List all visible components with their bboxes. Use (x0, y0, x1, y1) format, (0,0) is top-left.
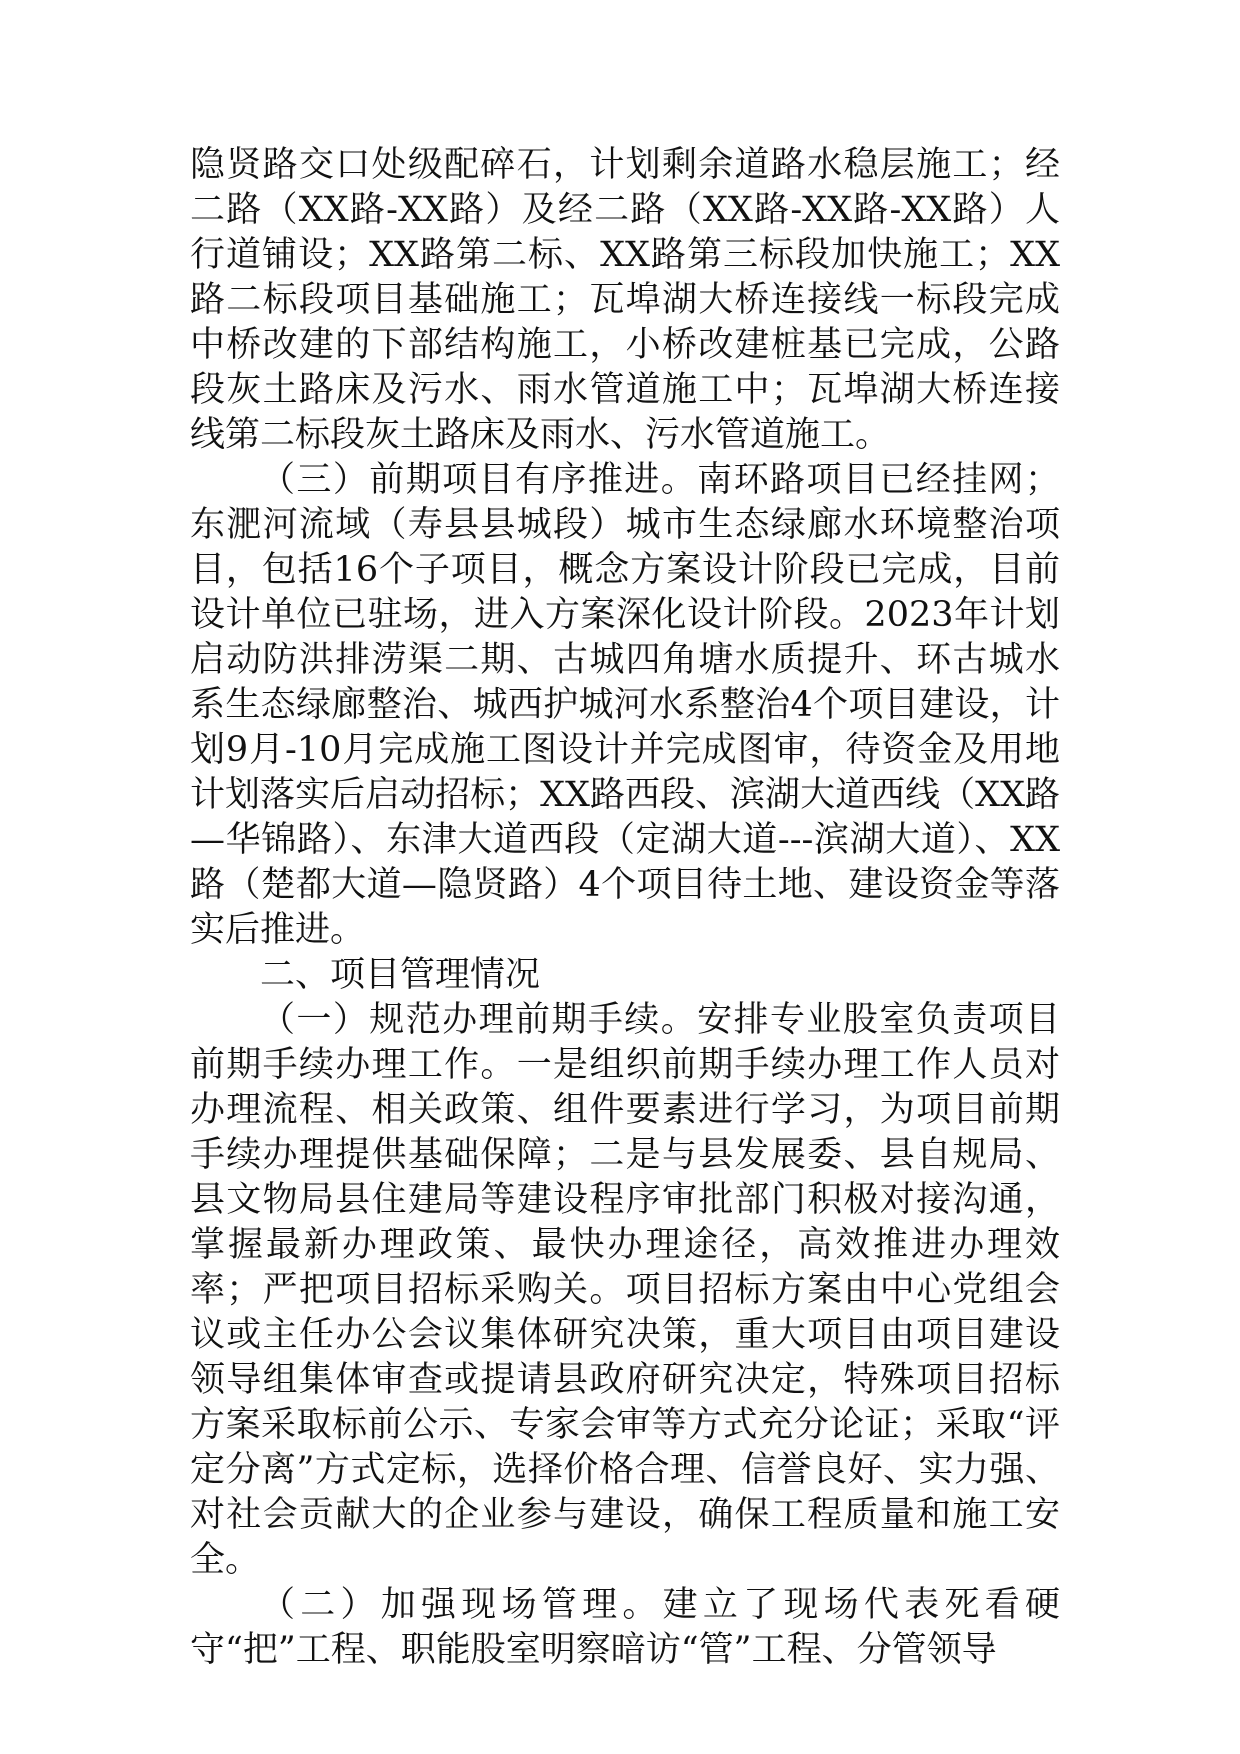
paragraph-road-construction: 隐贤路交口处级配碎石，计划剩余道路水稳层施工；经二路（XX路-XX路）及经二路（XX路-XX路-XX路）人行道铺设；XX路第二标、XX路第三标段加快施工；XX路二标段项目基础施工；瓦埠湖大桥连接线一标段完成中桥改建的下部结构施工，小桥改建桩基已完成，公路段灰土路床及污水、雨水管道施工中；瓦埠湖大桥连接线第二标段灰土路床及雨水、污水管道施工。 (190, 145, 1060, 455)
paragraph-preliminary-projects: （三）前期项目有序推进。南环路项目已经挂网；东淝河流域（寿县县城段）城市生态绿廊水环境整治项目，包括16个子项目，概念方案设计阶段已完成，目前设计单位已驻场，进入方案深化设计阶段。2023年计划启动防洪排涝渠二期、古城四角塘水质提升、环古城水系生态绿廊整治、城西护城河水系整治4个项目建设，计划9月-10月完成施工图设计并完成图审，待资金及用地计划落实后启动招标；XX路西段、滨湖大道西线（XX路—华锦路）、东津大道西段（定湖大道---滨湖大道）、XX路（楚都大道—隐贤路）4个项目待土地、建设资金等落实后推进。 (190, 460, 1060, 950)
paragraph-preliminary-procedures: （一）规范办理前期手续。安排专业股室负责项目前期手续办理工作。一是组织前期手续办理工作人员对办理流程、相关政策、组件要素进行学习，为项目前期手续办理提供基础保障；二是与县发展委、县自规局、县文物局县住建局等建设程序审批部门积极对接沟通，掌握最新办理政策、最快办理途径，高效推进办理效率；严把项目招标采购关。项目招标方案由中心党组会议或主任办公会议集体研究决策，重大项目由项目建设领导组集体审查或提请县政府研究决定，特殊项目招标方案采取标前公示、专家会审等方式充分论证；采取“评定分离”方式定标，选择价格合理、信誉良好、实力强、对社会贡献大的企业参与建设，确保工程质量和施工安全。 (190, 1000, 1060, 1580)
document-page (190, 143, 1060, 1673)
section-heading-project-management: 二、项目管理情况 (260, 955, 541, 995)
paragraph-site-management: （二）加强现场管理。建立了现场代表死看硬守“把”工程、职能股室明察暗访“管”工程、分管领导 (190, 1585, 1060, 1670)
